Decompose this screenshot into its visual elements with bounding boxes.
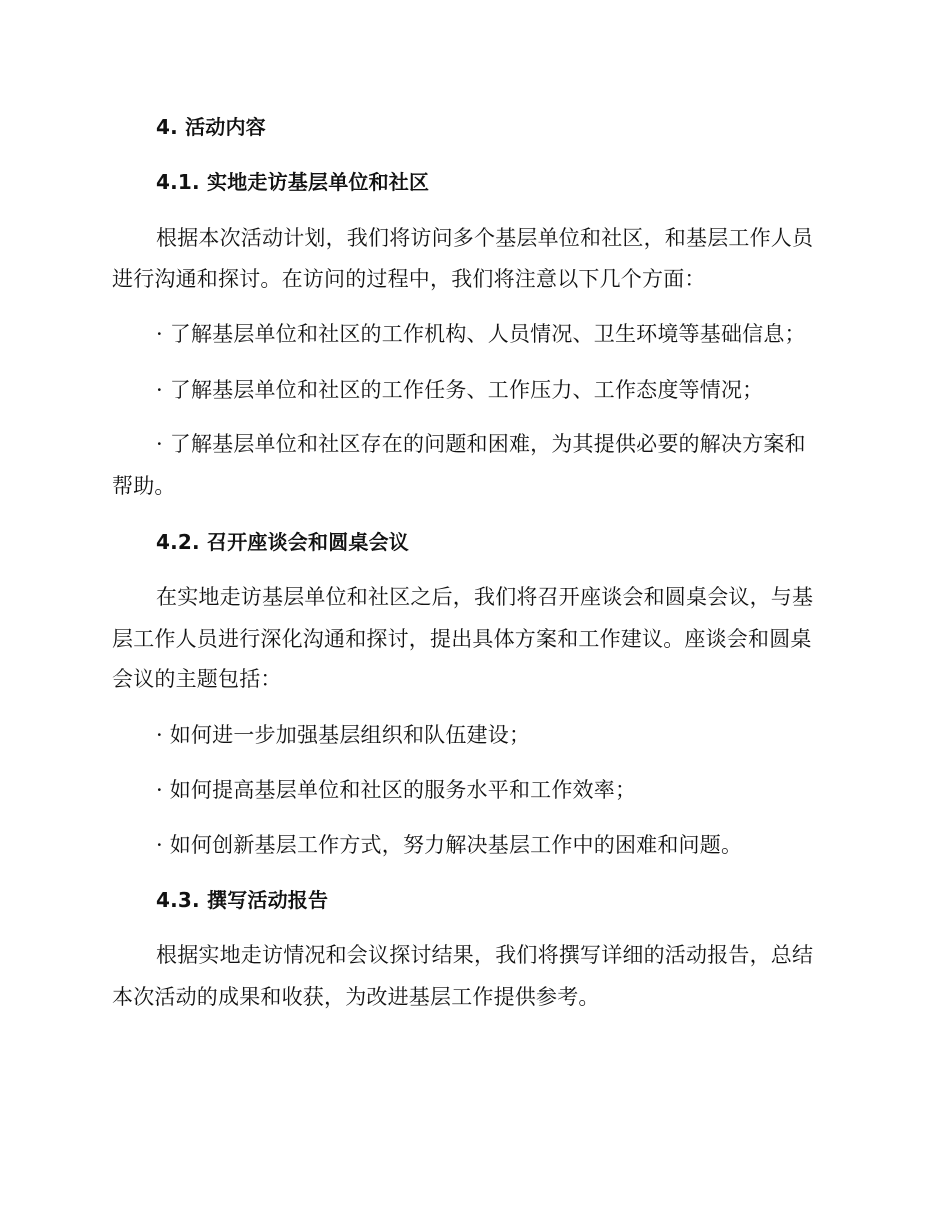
section-heading: 4. 活动内容 bbox=[156, 115, 266, 139]
bullet-item: · 如何提高基层单位和社区的服务水平和工作效率； bbox=[156, 778, 637, 802]
paragraph-line: 本次活动的成果和收获，为改进基层工作提供参考。 bbox=[112, 985, 600, 1009]
bullet-item: · 如何进一步加强基层组织和队伍建设； bbox=[156, 723, 531, 747]
paragraph-line: 层工作人员进行深化沟通和探讨，提出具体方案和工作建议。座谈会和圆桌 bbox=[112, 627, 812, 651]
paragraph-line: 进行沟通和探讨。在访问的过程中，我们将注意以下几个方面： bbox=[112, 267, 706, 291]
paragraph-line: 在实地走访基层单位和社区之后，我们将召开座谈会和圆桌会议，与基 bbox=[156, 585, 814, 609]
bullet-item-continuation: 帮助。 bbox=[112, 474, 176, 498]
subsection-heading-4-2: 4.2. 召开座谈会和圆桌会议 bbox=[156, 530, 409, 554]
bullet-item: · 了解基层单位和社区的工作机构、人员情况、卫生环境等基础信息； bbox=[156, 322, 806, 346]
paragraph-line: 根据本次活动计划，我们将访问多个基层单位和社区，和基层工作人员 bbox=[156, 226, 814, 250]
paragraph-line: 会议的主题包括： bbox=[112, 667, 282, 691]
subsection-heading-4-3: 4.3. 撰写活动报告 bbox=[156, 888, 329, 912]
bullet-item: · 了解基层单位和社区存在的问题和困难，为其提供必要的解决方案和 bbox=[156, 432, 806, 456]
bullet-item: · 了解基层单位和社区的工作任务、工作压力、工作态度等情况； bbox=[156, 378, 764, 402]
paragraph-line: 根据实地走访情况和会议探讨结果，我们将撰写详细的活动报告，总结 bbox=[156, 943, 814, 967]
bullet-item: · 如何创新基层工作方式，努力解决基层工作中的困难和问题。 bbox=[156, 833, 743, 857]
subsection-heading-4-1: 4.1. 实地走访基层单位和社区 bbox=[156, 170, 430, 194]
